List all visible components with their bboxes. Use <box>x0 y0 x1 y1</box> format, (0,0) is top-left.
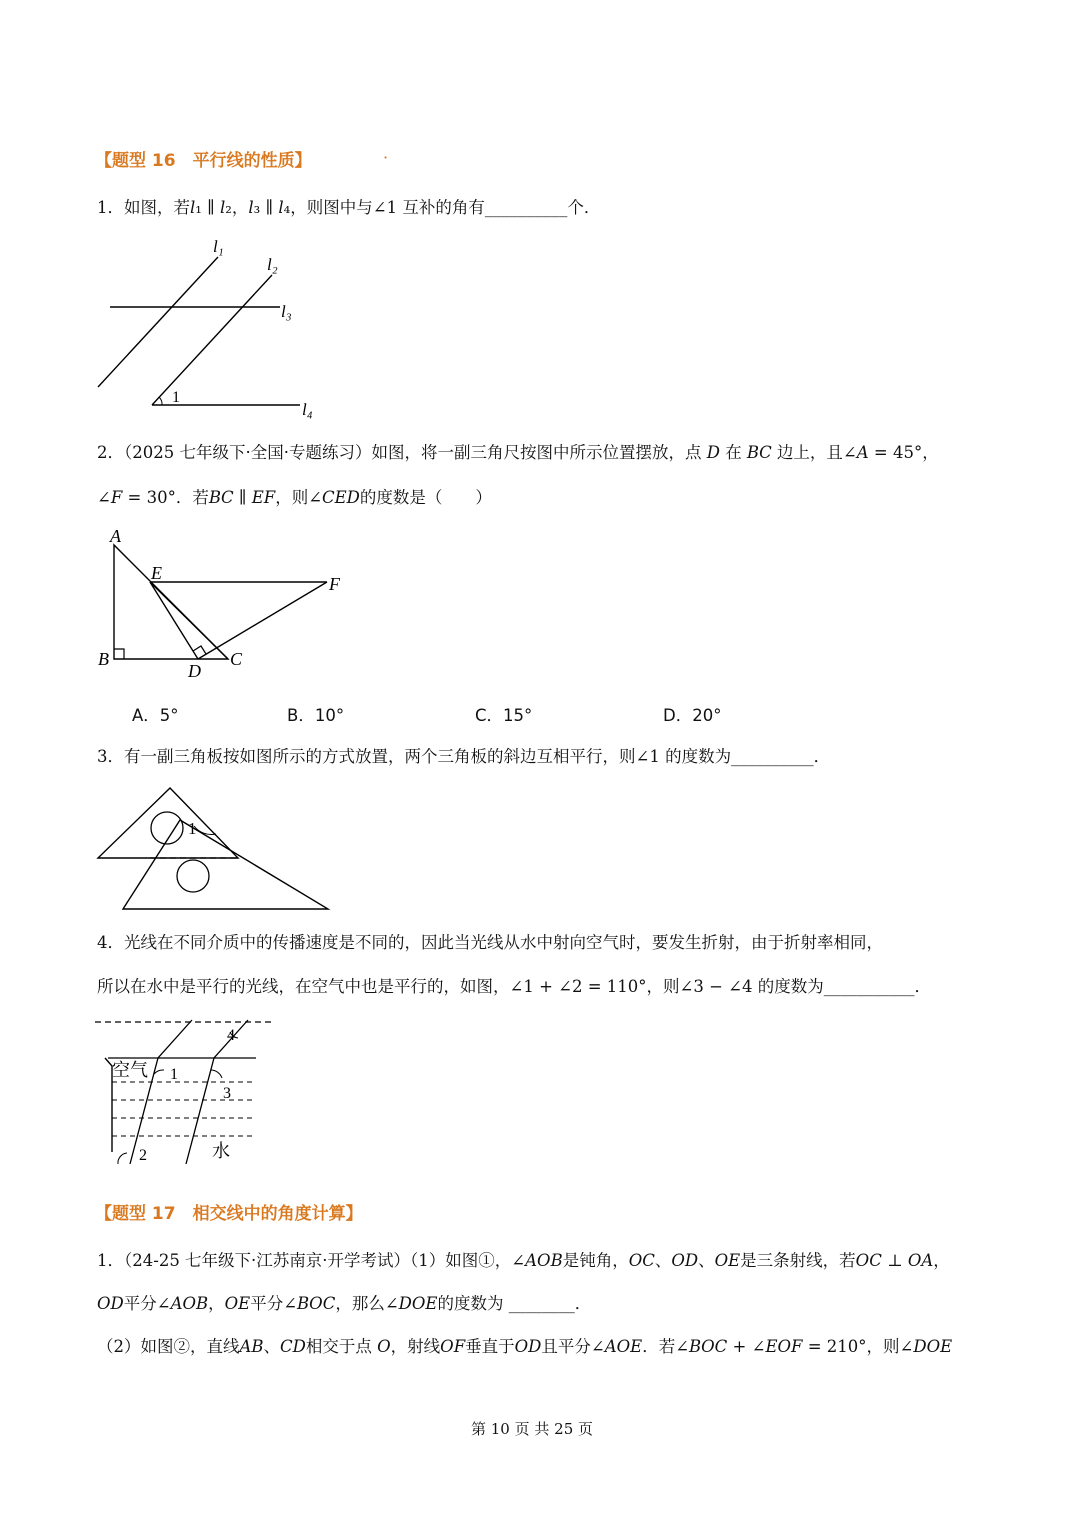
angle-1-arc <box>159 397 162 405</box>
light-ray-1 <box>130 1020 192 1164</box>
label-angle-4: 4 <box>227 1027 235 1044</box>
question-16-2-line1: 2．（2025 七年级下·全国·专题练习）如图，将一副三角尺按图中所示位置摆放，点 𝐷 在 𝐵𝐶 边上，且∠𝐴 = 45°， <box>97 443 939 462</box>
angle-3-arc <box>211 1070 222 1078</box>
label-a: A <box>110 526 121 546</box>
label-c: C <box>230 649 243 669</box>
option-d[interactable]: D．20° <box>663 706 722 725</box>
label-l3: l₃ <box>281 302 292 321</box>
beaker <box>105 1058 112 1152</box>
option-b[interactable]: B．10° <box>287 706 345 725</box>
triangle-upper <box>98 788 238 858</box>
label-f: F <box>329 574 340 594</box>
angle-2-arc <box>118 1153 127 1164</box>
option-c[interactable]: C．15° <box>475 706 533 725</box>
label-l1: l₁ <box>213 237 224 256</box>
figure-parallel-lines <box>90 232 320 427</box>
figure-light-refraction <box>90 1012 290 1177</box>
label-d: D <box>188 661 201 681</box>
label-l2: l₂ <box>267 255 278 274</box>
question-17-1-line1: 1．（24-25 七年级下·江苏南京·开学考试）（1）如图①，∠𝐴𝑂𝐵是钝角，𝑂𝐶、𝑂𝐷、𝑂𝐸是三条射线，若𝑂𝐶 ⊥ 𝑂𝐴， <box>97 1251 950 1270</box>
label-angle-1-q4: 1 <box>170 1066 178 1083</box>
section-title-17: 【题型 17 相交线中的角度计算】 <box>95 1204 363 1224</box>
segment-ec <box>150 582 228 659</box>
question-16-4-line2: 所以在水中是平行的光线，在空气中也是平行的，如图，∠1 + ∠2 = 110°，则∠3 − ∠4 的度数为___________． <box>97 977 931 996</box>
label-angle-1-q3: 1 <box>188 819 197 838</box>
question-16-3-text: 3．有一副三角板按如图所示的方式放置，两个三角板的斜边互相平行，则∠1 的度数为__________． <box>97 747 831 766</box>
decorative-dot: · <box>383 148 389 167</box>
question-17-1-line2: 𝑂𝐷平分∠𝐴𝑂𝐵，𝑂𝐸平分∠𝐵𝑂𝐶，那么∠𝐷𝑂𝐸的度数为 ________． <box>97 1294 592 1313</box>
triangle-lower <box>123 820 328 909</box>
label-b: B <box>98 649 109 669</box>
line-l1 <box>98 257 218 387</box>
label-angle-3: 3 <box>223 1085 231 1102</box>
label-water: 水 <box>212 1141 230 1161</box>
label-angle-2: 2 <box>139 1147 147 1164</box>
line-l2 <box>152 275 272 405</box>
segment-fd <box>198 582 327 659</box>
figure-triangle-rulers <box>90 525 360 685</box>
question-16-1-text: 1．如图，若𝑙₁ ∥ 𝑙₂，𝑙₃ ∥ 𝑙₄，则图中与∠1 互补的角有__________个． <box>97 198 601 217</box>
label-angle-1: 1 <box>172 389 180 406</box>
question-16-4-line1: 4．光线在不同介质中的传播速度是不同的，因此当光线从水中射向空气时，要发生折射，由于折射率相同， <box>97 933 883 952</box>
section-title-16: 【题型 16 平行线的性质】 <box>95 151 312 171</box>
option-a[interactable]: A．5° <box>132 706 179 725</box>
question-16-2-line2: ∠𝐹 = 30°．若𝐵𝐶 ∥ 𝐸𝐹，则∠𝐶𝐸𝐷的度数是（ ） <box>97 488 492 507</box>
question-17-1-line3: （2）如图②，直线𝐴𝐵、𝐶𝐷相交于点 𝑂，射线𝑂𝐹垂直于𝑂𝐷且平分∠𝐴𝑂𝐸．若∠𝐵𝑂𝐶 + ∠𝐸𝑂𝐹 = 210°，则∠𝐷𝑂𝐸 <box>97 1337 953 1356</box>
figure-set-squares <box>90 782 340 917</box>
page-footer: 第 10 页 共 25 页 <box>471 1420 594 1438</box>
label-e: E <box>151 563 162 583</box>
right-angle-b <box>114 649 124 659</box>
label-air: 空气 <box>112 1060 148 1080</box>
label-l4: l₄ <box>302 400 313 419</box>
segment-ed <box>150 582 198 659</box>
circle-lower <box>177 860 209 892</box>
angle-1-arc-q4 <box>154 1070 164 1074</box>
